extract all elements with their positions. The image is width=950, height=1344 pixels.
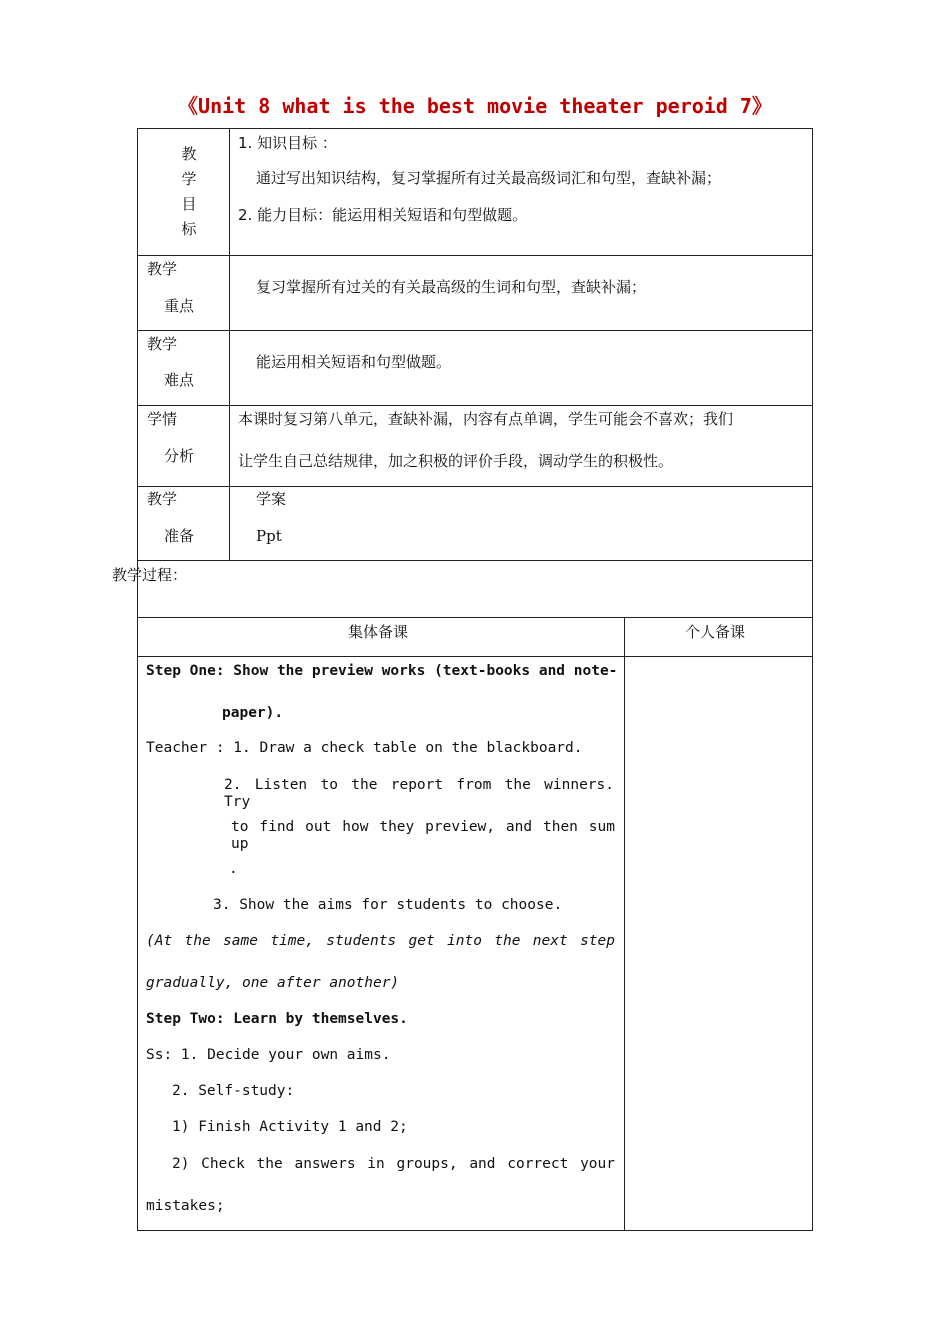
group-prep-header: 集体备课 xyxy=(348,623,409,641)
teacher-step-2-cont: to find out how they preview, and then sum up xyxy=(231,819,615,853)
process-label: 教学过程： xyxy=(112,566,188,584)
row-divider xyxy=(137,656,813,657)
preparation-label-a: 教学 xyxy=(147,490,178,508)
self-study-item-1: 1) Finish Activity 1 and 2; xyxy=(172,1119,408,1135)
objectives-line-3: 2. 能力目标：能运用相关短语和句型做题。 xyxy=(238,206,528,224)
preparation-content-2: Ppt xyxy=(256,527,282,545)
analysis-content-2: 让学生自己总结规律，加之积极的评价手段，调动学生的积极性。 xyxy=(238,452,674,470)
students-step-1: Ss: 1. Decide your own aims. xyxy=(146,1047,391,1063)
self-study-item-2-cont: mistakes; xyxy=(146,1198,225,1214)
analysis-content-1: 本课时复习第八单元，查缺补漏，内容有点单调，学生可能会不喜欢；我们 xyxy=(238,410,734,428)
teacher-step-3: 3. Show the aims for students to choose. xyxy=(213,897,563,913)
difficulties-label-a: 教学 xyxy=(147,335,178,353)
teacher-step-1: Teacher : 1. Draw a check table on the blackboard. xyxy=(146,740,583,756)
key-points-label-a: 教学 xyxy=(147,260,178,278)
students-step-2: 2. Self-study: xyxy=(172,1083,295,1099)
preparation-content-1: 学案 xyxy=(256,490,287,508)
row-divider xyxy=(137,405,813,406)
note-line-1: (At the same time, students get into the next step xyxy=(146,933,615,949)
document-title: 《Unit 8 what is the best movie theater peroid 7》 xyxy=(178,94,772,118)
row-divider xyxy=(137,560,813,561)
row-divider xyxy=(137,255,813,256)
row-divider xyxy=(137,486,813,487)
key-points-content: 复习掌握所有过关的有关最高级的生词和句型，查缺补漏； xyxy=(256,278,647,296)
difficulties-label-b: 难点 xyxy=(164,371,195,389)
row-divider xyxy=(137,330,813,331)
objectives-line-2: 通过写出知识结构，复习掌握所有过关最高级词汇和句型，查缺补漏； xyxy=(256,169,722,187)
self-study-item-2: 2) Check the answers in groups, and correct your xyxy=(172,1156,615,1172)
difficulties-content: 能运用相关短语和句型做题。 xyxy=(256,353,452,371)
analysis-label-a: 学情 xyxy=(147,410,178,428)
column-divider xyxy=(624,617,625,1231)
step-one-heading-cont: paper). xyxy=(222,705,284,721)
note-line-2: gradually, one after another) xyxy=(146,975,400,991)
step-one-heading: Step One: Show the preview works (text-books and note- xyxy=(146,663,618,679)
objectives-label: 教 学 目 标 xyxy=(181,145,197,238)
label-column-divider xyxy=(229,128,230,561)
objectives-line-1: 1. 知识目标 ： xyxy=(238,134,337,152)
teacher-step-2-end: . xyxy=(229,861,238,877)
preparation-label-b: 准备 xyxy=(164,527,195,545)
teacher-step-2: 2. Listen to the report from the winners. Try xyxy=(224,777,614,811)
step-two-heading: Step Two: Learn by themselves. xyxy=(146,1011,408,1027)
row-divider xyxy=(137,617,813,618)
analysis-label-b: 分析 xyxy=(164,447,195,465)
personal-prep-header: 个人备课 xyxy=(685,623,746,641)
key-points-label-b: 重点 xyxy=(164,297,195,315)
